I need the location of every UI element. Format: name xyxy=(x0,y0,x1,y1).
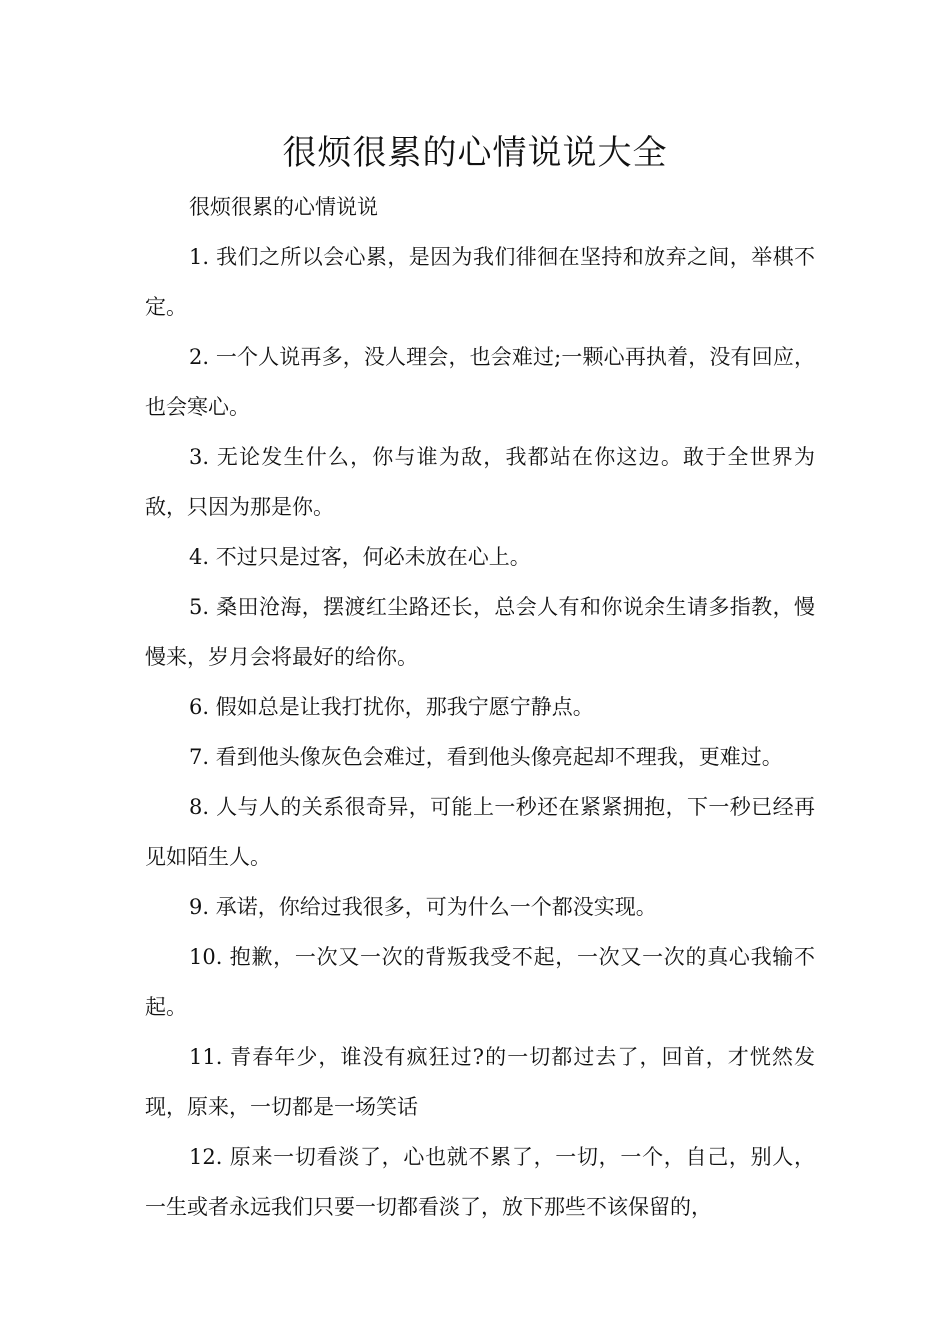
document-subtitle: 很烦很累的心情说说 xyxy=(189,195,378,219)
paragraph: 4. 不过只是过客，何必未放在心上。 xyxy=(189,545,531,569)
paragraph: 7. 看到他头像灰色会难过，看到他头像亮起却不理我，更难过。 xyxy=(189,745,783,769)
document-body xyxy=(145,182,815,1232)
paragraph: 5. 桑田沧海，摆渡红尘路还长，总会人有和你说余生请多指教，慢慢来，岁月会将最好的给你。 xyxy=(145,595,815,669)
paragraph: 10. 抱歉，一次又一次的背叛我受不起，一次又一次的真心我输不起。 xyxy=(145,945,815,1019)
paragraph: 11. 青春年少，谁没有疯狂过?的一切都过去了，回首，才恍然发现，原来，一切都是一场笑话 xyxy=(145,1045,815,1119)
paragraph: 6. 假如总是让我打扰你，那我宁愿宁静点。 xyxy=(189,695,594,719)
paragraph: 8. 人与人的关系很奇异，可能上一秒还在紧紧拥抱，下一秒已经再见如陌生人。 xyxy=(145,795,815,869)
paragraph: 12. 原来一切看淡了，心也就不累了，一切，一个，自己，别人，一生或者永远我们只要一切都看淡了，放下那些不该保留的， xyxy=(145,1145,815,1219)
paragraph: 1. 我们之所以会心累，是因为我们徘徊在坚持和放弃之间，举棋不定。 xyxy=(145,245,815,319)
paragraph: 3. 无论发生什么，你与谁为敌，我都站在你这边。敢于全世界为敌，只因为那是你。 xyxy=(145,445,815,519)
document-title: 很烦很累的心情说说大全 xyxy=(282,133,668,173)
paragraph: 9. 承诺，你给过我很多，可为什么一个都没实现。 xyxy=(189,895,657,919)
paragraph: 2. 一个人说再多，没人理会，也会难过;一颗心再执着，没有回应，也会寒心。 xyxy=(145,345,815,419)
